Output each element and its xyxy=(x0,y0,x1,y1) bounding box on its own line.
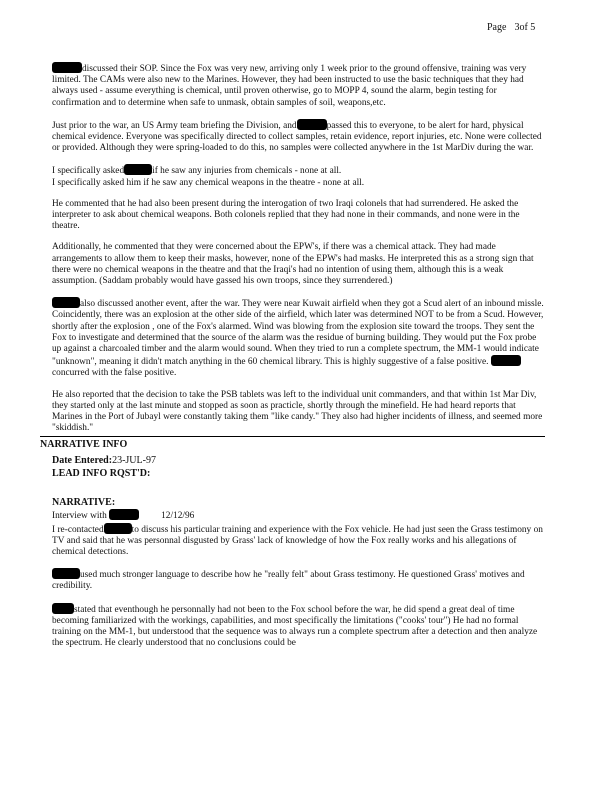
interview-date: 12/12/96 xyxy=(161,511,195,522)
redaction-block xyxy=(491,355,521,366)
paragraph-sop: discussed their SOP. Since the Fox was very new, arriving only 1 week prior to the ground offensive, training was very limited. The CAMs were also new to the Marines. However, they had been instructed to use the basic techniques that they had always used - assume everything is chemical, until proven otherwise, go to MOPP 4, sound the alarm, begin testing for confirmation and to determine when safe to unmask, obtain samples of soil, weapons,etc. xyxy=(52,64,527,108)
narrative-info-heading: NARRATIVE INFO xyxy=(40,436,545,450)
date-entered-label: Date Entered: xyxy=(52,454,113,466)
paragraph-fox-school: stated that eventhough he personnally had not been to the Fox school before the war, he did spend a great deal of time becoming familiarized with the workings, capabilities, and most specifically the limitations ("cooks' tour") He had no formal training on the MM-1, but understood that the sequence was to always run a complete spectrum after a detection and then analyze the spectrum. He clearly understood that no conclusions could be xyxy=(52,604,538,649)
date-entered-value: 23-JUL-97 xyxy=(112,454,156,466)
redaction-block xyxy=(104,523,132,534)
redaction-block xyxy=(52,603,74,614)
redaction-block xyxy=(297,119,327,130)
paragraph-asked-injuries: I specifically asked if he saw any injuries from chemicals - none at all. xyxy=(52,166,342,177)
document-body xyxy=(40,62,546,659)
interview-line: Interview with 12/12/96 xyxy=(52,511,195,522)
redaction-block xyxy=(52,297,80,308)
paragraph-psb-tablets: He also reported that the decision to take the PSB tablets was left to the individual unit commanders, and that within 1st Mar Div, they started only at the last minute and stopped as soon as practicle, shortly through the minefield. He had heard reports that Marines in the Port of Jubayl were constantly taking them "like candy." They also had higher incidents of illness, and seemed more "skiddish." xyxy=(52,389,543,434)
lead-info-label: LEAD INFO RQST'D: xyxy=(52,467,151,479)
paragraph-recontact: I re-contacted to discuss his particular training and experience with the Fox vehicle. He had just seen the Grass testimony on TV and said that he was personnal disgusted by Grass' lack of knowledge of how the Fox really works and his allegations of chemical detections. xyxy=(52,524,543,557)
paragraph-scud-event: also discussed another event, after the war. They were near Kuwait airfield when they got a Scud alert of an inbound missle. Coincidently, there was an explosion at the other side of the airfield, which later was determined NOT to be from a Scud. However, shortly after the explosion , one of the Fox's alarmed. Wind was blowing from the explosion site toward the troops. They sent the Fox to investigate and determined that the source of the alarm was the residue of burning building. They would put the Fox probe up against a charcoaled timber and the alarm would sound. When they tried to run a complete spectrum, the MM-1 would indicate "unknown", meaning it didn't match anything in the 60 chemical library. This is highly suggestive of a false positive. concurred with the false positive. xyxy=(52,299,544,379)
page-number xyxy=(487,22,535,33)
redaction-block xyxy=(124,164,152,175)
page-count: 3of 5 xyxy=(514,22,536,33)
date-entered-row xyxy=(52,455,546,466)
paragraph-army-briefing: Just prior to the war, an US Army team briefing the Division, and passed this to everyone, to be alert for hard, physical chemical evidence. Everyone was specifically directed to collect samples, retain evidence, report injuries, etc. None were collected or provided. Although they were spring-loaded to do this, no samples were collected anywhere in the 1st MarDiv during the war. xyxy=(52,120,542,154)
page-label: Page xyxy=(487,22,507,33)
paragraph-asked-weapons: I specifically asked him if he saw any chemical weapons in the theatre - none at all. xyxy=(52,177,365,188)
paragraph-language: used much stronger language to describe how he "really felt" about Grass testimony. He questioned Grass' motives and credibility. xyxy=(52,570,525,592)
redaction-block xyxy=(52,62,82,73)
paragraph-epw: Additionally, he commented that they were concerned about the EPW's, if there was a chemical attack. They had made arrangements to allow them to keep their masks, however, none of the EPW's had masks. He interpreted this as a strong sign that there were no chemical weapons in the theatre and that the Iraqi's had no intention of using them, although this is a weak assumption. (Saddam probably would have gassed his own troops, since they surrendered.) xyxy=(52,242,534,287)
redaction-block xyxy=(109,509,139,520)
redaction-block xyxy=(52,568,80,579)
paragraph-colonels: He commented that he had also been present during the interogation of two Iraqi colonels that had surrendered. He asked the interpreter to ask about chemical weapons. Both colonels replied that they had none in their commands, and none were in the theatre. xyxy=(52,198,520,232)
narrative-heading: NARRATIVE: xyxy=(52,497,116,509)
